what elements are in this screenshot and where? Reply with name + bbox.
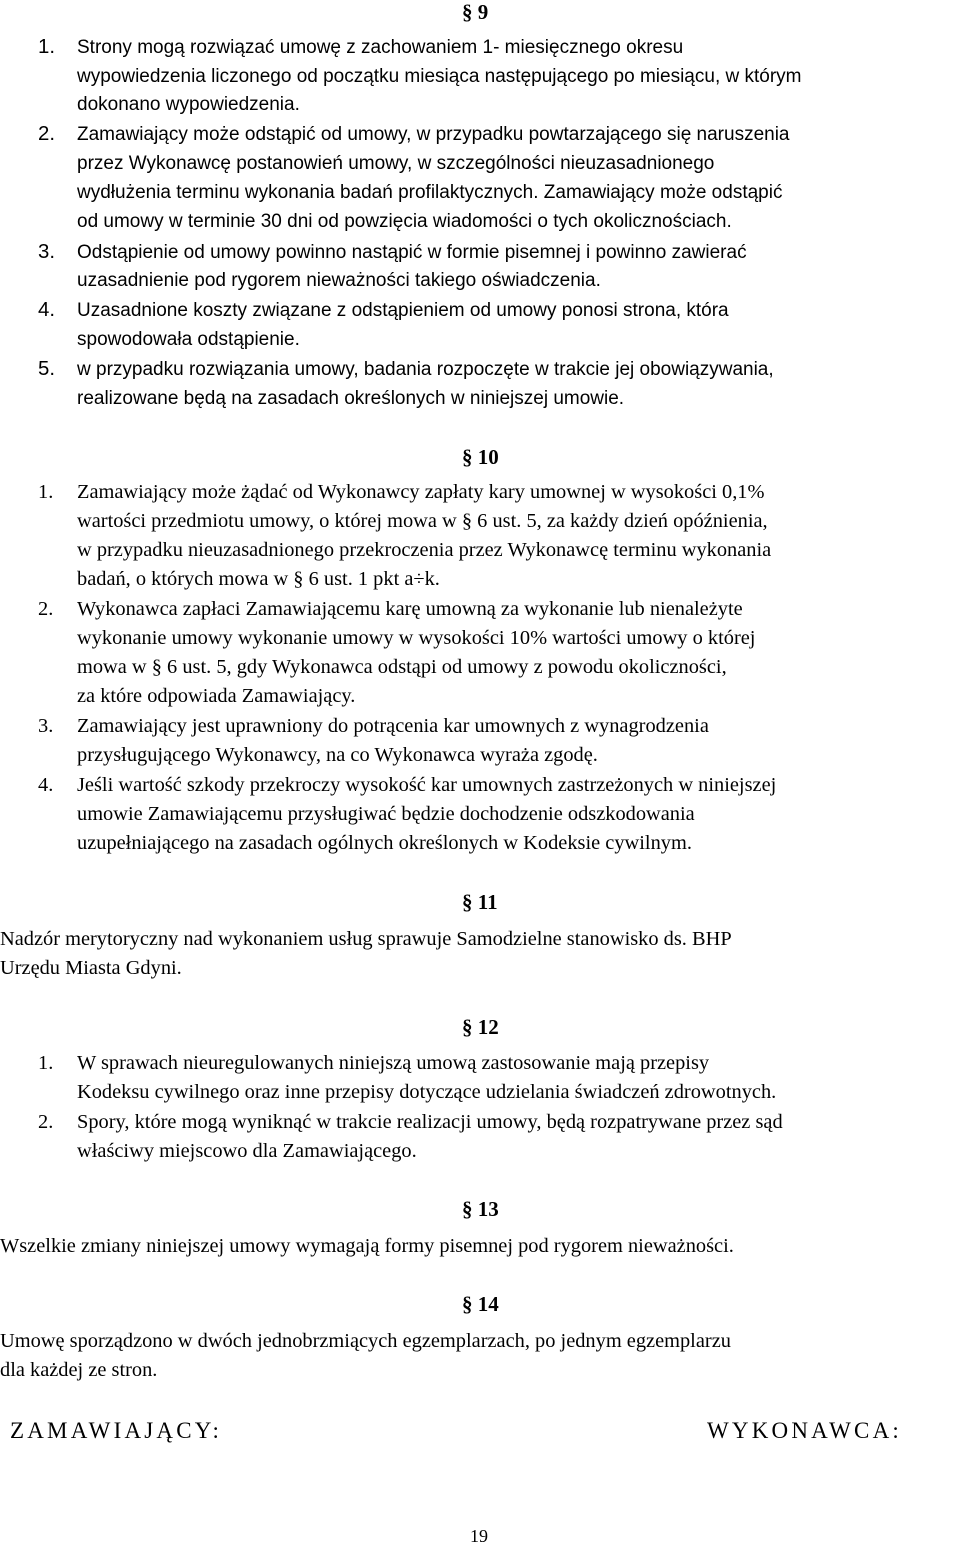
item-text-line: Odstąpienie od umowy powinno nastąpić w formie pisemnej i powinno zawierać (77, 242, 747, 263)
item-number: 2. (38, 598, 54, 620)
item-text-line: uzasadnienie pod rygorem nieważności takiego oświadczenia. (77, 270, 601, 291)
item-number: 4. (38, 299, 56, 321)
item-text-line: realizowane będą na zasadach określonych w niniejszej umowie. (77, 388, 625, 409)
item-number: 3. (38, 241, 56, 263)
item-text-line: Wykonawca zapłaci Zamawiającemu karę umowną za wykonanie lub nienależyte (77, 598, 743, 620)
item-text-line: Strony mogą rozwiązać umowę z zachowaniem 1- miesięcznego okresu (77, 37, 684, 58)
item-text-line: w przypadku rozwiązania umowy, badania rozpoczęte w trakcie jej obowiązywania, (77, 359, 774, 380)
item-number: 2. (38, 1111, 54, 1133)
section-heading-9: § 9 (462, 0, 489, 24)
item-text-line: Zamawiający jest uprawniony do potrącenia kar umownych z wynagrodzenia (77, 715, 709, 737)
item-text-line: dokonano wypowiedzenia. (77, 94, 300, 115)
item-text-line: W sprawach nieuregulowanych niniejszą umową zastosowanie mają przepisy (77, 1052, 710, 1074)
item-number: 3. (38, 715, 54, 737)
signature-label-orderer: ZAMAWIAJĄCY: (10, 1418, 223, 1443)
item-text-line: wydłużenia terminu wykonania badań profilaktycznych. Zamawiający może odstąpić (77, 182, 783, 203)
page-number: 19 (470, 1526, 488, 1546)
section-heading-12: § 12 (462, 1015, 499, 1039)
paragraph-line: Umowę sporządzono w dwóch jednobrzmiących egzemplarzach, po jednym egzemplarzu (0, 1330, 731, 1352)
item-text-line: właściwy miejscowo dla Zamawiającego. (77, 1140, 417, 1162)
item-text-line: Spory, które mogą wyniknąć w trakcie realizacji umowy, będą rozpatrywane przez sąd (77, 1111, 783, 1133)
item-text-line: spowodowała odstąpienie. (77, 329, 300, 350)
item-text-line: za które odpowiada Zamawiający. (77, 685, 356, 707)
item-number: 4. (38, 774, 54, 796)
section-heading-13: § 13 (462, 1197, 499, 1221)
item-text-line: Uzasadnione koszty związane z odstąpieniem od umowy ponosi strona, która (77, 300, 729, 321)
item-text-line: Zamawiający może żądać od Wykonawcy zapłaty kary umownej w wysokości 0,1% (77, 481, 765, 503)
item-text-line: badań, o których mowa w § 6 ust. 1 pkt a÷k. (77, 568, 440, 590)
item-text-line: Kodeksu cywilnego oraz inne przepisy dotyczące udzielania świadczeń zdrowotnych. (77, 1081, 777, 1103)
item-number: 5. (38, 358, 56, 380)
item-text-line: wykonanie umowy wykonanie umowy w wysokości 10% wartości umowy o której (77, 627, 756, 649)
section-heading-11: § 11 (462, 890, 498, 914)
paragraph-line: Nadzór merytoryczny nad wykonaniem usług sprawuje Samodzielne stanowisko ds. BHP (0, 928, 732, 950)
signature-label-contractor: WYKONAWCA: (707, 1418, 902, 1443)
item-text-line: umowie Zamawiającemu przysługiwać będzie dochodzenie odszkodowania (77, 803, 695, 825)
item-text-line: od umowy w terminie 30 dni od powzięcia wiadomości o tych okolicznościach. (77, 211, 732, 232)
paragraph-line: dla każdej ze stron. (0, 1359, 158, 1381)
item-text-line: przysługującego Wykonawcy, na co Wykonawca wyraża zgodę. (77, 744, 598, 766)
item-text-line: wypowiedzenia liczonego od początku miesiąca następującego po miesiącu, w którym (77, 66, 802, 87)
paragraph-line: Urzędu Miasta Gdyni. (0, 957, 182, 979)
item-text-line: w przypadku nieuzasadnionego przekroczenia przez Wykonawcę terminu wykonania (77, 539, 772, 561)
item-text-line: wartości przedmiotu umowy, o której mowa w § 6 ust. 5, za każdy dzień opóźnienia, (77, 510, 768, 532)
item-number: 2. (38, 123, 56, 145)
paragraph-line: Wszelkie zmiany niniejszej umowy wymagają formy pisemnej pod rygorem nieważności. (0, 1235, 734, 1257)
item-number: 1. (38, 1052, 54, 1074)
item-text-line: uzupełniającego na zasadach ogólnych określonych w Kodeksie cywilnym. (77, 832, 692, 854)
item-text-line: przez Wykonawcę postanowień umowy, w szczególności nieuzasadnionego (77, 153, 715, 174)
section-heading-10: § 10 (462, 445, 499, 469)
item-text-line: Zamawiający może odstąpić od umowy, w przypadku powtarzającego się naruszenia (77, 124, 790, 145)
item-text-line: mowa w § 6 ust. 5, gdy Wykonawca odstąpi od umowy z powodu okoliczności, (77, 656, 727, 678)
item-text-line: Jeśli wartość szkody przekroczy wysokość kar umownych zastrzeżonych w niniejszej (77, 774, 777, 796)
section-heading-14: § 14 (462, 1292, 499, 1316)
item-number: 1. (38, 36, 56, 58)
item-number: 1. (38, 481, 54, 503)
